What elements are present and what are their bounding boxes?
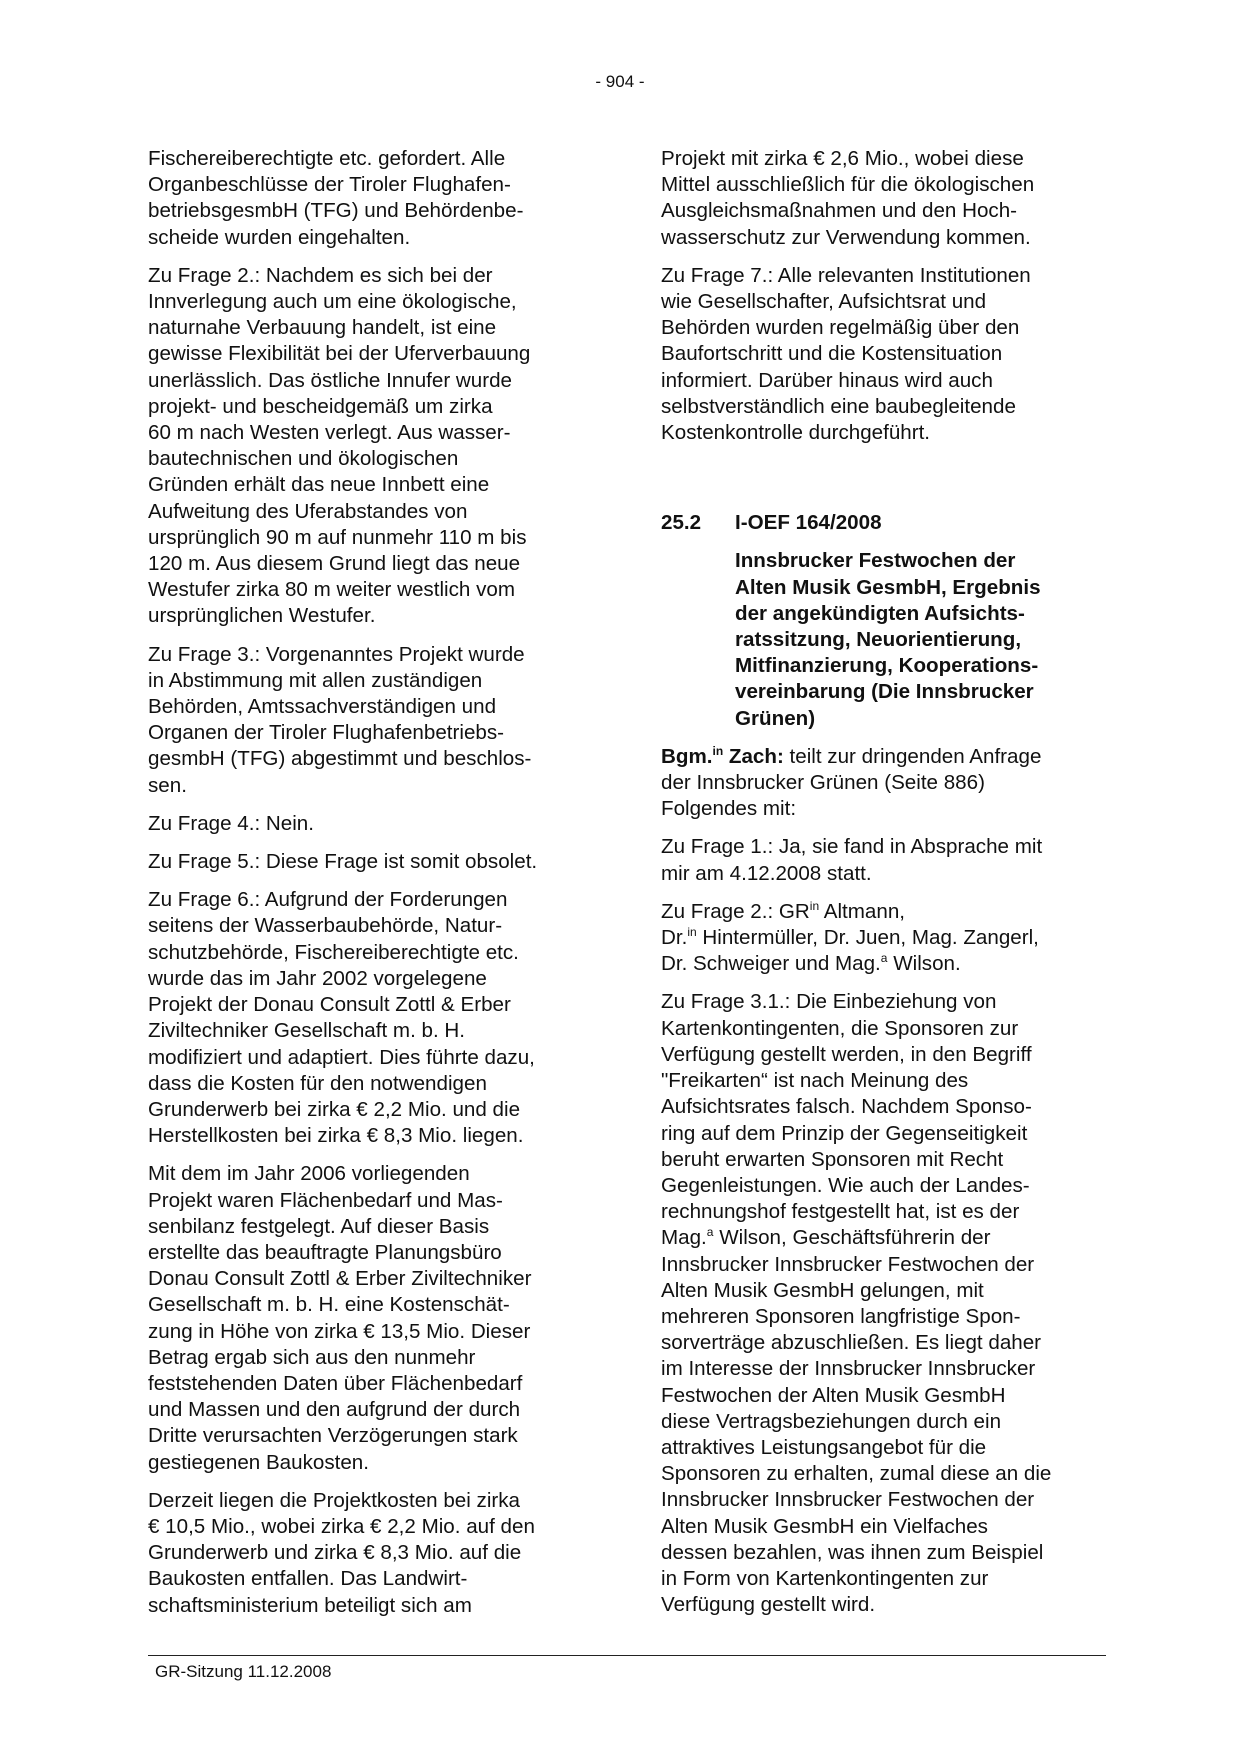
paragraph: Projekt mit zirka € 2,6 Mio., wobei diese Mittel ausschließlich für die ökologischen Ausgleichsmaßnahmen und den Hoch- wasserschutz zur Verwendung kommen. bbox=[661, 147, 1035, 249]
footer-divider bbox=[148, 1655, 1106, 1656]
section-title: Innsbrucker Festwochen der Alten Musik GesmbH, Ergebnis der angekündigten Aufsichts- ratssitzung, Neuorientierung, Mitfinanzierung, Kooperations- vereinbarung (Die Innsbrucker Grünen) bbox=[735, 549, 1041, 730]
paragraph-frage-4: Zu Frage 4.: Nein. bbox=[148, 811, 314, 835]
speaker-name: Bgm.$^{in}$ Zach: bbox=[661, 744, 784, 768]
paragraph-frage-7: Zu Frage 7.: Alle relevanten Institutionen wie Gesellschafter, Aufsichtsrat und Behörden wurden regelmäßig über den Baufortschritt und die Kostensituation informiert. Darüber hinaus wird auch selbstverständlich eine baubegleitende Kostenkontrolle durchgeführt. bbox=[661, 263, 1031, 445]
footer-text: GR-Sitzung 11.12.2008 bbox=[155, 1662, 332, 1681]
paragraph: Mit dem im Jahr 2006 vorliegenden Projekt waren Flächenbedarf und Mas- senbilanz festgelegt. Auf dieser Basis erstellte das beauftragte Planungsbüro Donau Consult Zottl & Erber Ziviltechniker Gesellschaft m. b. H. eine Kostenschät- zung in Höhe von zirka € 13,5 Mio. Dieser Betrag ergab sich aus den nunmehr feststehenden Daten über Flächenbedarf und Massen und den aufgrund der durch Dritte verursachten Verzögerungen stark gestiegenen Baukosten. bbox=[148, 1162, 532, 1474]
paragraph-frage-2: Zu Frage 2.: Nachdem es sich bei der Innverlegung auch um eine ökologische, naturnahe Verbauung handelt, ist eine gewisse Flexibilität bei der Uferverbauung unerlässlich. Das östliche Innufer wurde projekt- und bescheidgemäß um zirka 60 m nach Westen verlegt. Aus wasser- bautechnischen und ökologischen Gründen erhält das neue Innbett eine Aufweitung des Uferabstandes von ursprünglich 90 m auf nunmehr 110 m bis 120 m. Aus diesem Grund liegt das neue Westufer zirka 80 m weiter westlich vom ursprünglichen Westufer. bbox=[148, 263, 531, 628]
paragraph-frage-1: Zu Frage 1.: Ja, sie fand in Absprache mit mir am 4.12.2008 statt. bbox=[661, 835, 1043, 885]
left-column bbox=[148, 146, 588, 1619]
paragraph-frage-3-1: Zu Frage 3.1.: Die Einbeziehung von Kartenkontingenten, die Sponsoren zur Verfügung gestellt werden, in den Begriff "Freikarten“ ist nach Meinung des Aufsichtsrates falsch. Nachdem Sponso- ring auf dem Prinzip der Gegenseitigkeit beruht erwarten Sponsoren mit Recht Gegenleistungen. Wie auch der Landes- rechnungshof festgestellt hat, ist es der Mag.$^a$ Wilson, Geschäftsführerin der Innsbrucker Innsbrucker Festwochen der Alten Musik GesmbH gelungen, mit mehreren Sponsoren langfristige Spon- sorverträge abzuschließen. Es liegt daher im Interesse der Innsbrucker Innsbrucker Festwochen der Alten Musik GesmbH diese Vertragsbeziehungen durch ein attraktives Leistungsangebot für die Sponsoren zu erhalten, zumal diese an die Innsbrucker Innsbrucker Festwochen der Alten Musik GesmbH ein Vielfaches dessen bezahlen, was ihnen zum Beispiel in Form von Kartenkontingenten zur Verfügung gestellt wird. bbox=[661, 990, 1052, 1617]
speaker-paragraph: Bgm.$^{in}$ Zach: teilt zur dringenden Anfrage der Innsbrucker Grünen (Seite 886) Folgendes mit: bbox=[661, 744, 1042, 821]
paragraph-frage-2-answer: Zu Frage 2.: $GR^{in}$ Altmann, Dr.$^{in}$ Hintermüller, Dr. Juen, Mag. Zangerl, Dr. Schweiger und Mag.$^a$ Wilson. bbox=[661, 899, 1039, 976]
right-column bbox=[661, 146, 1107, 1618]
section-number: 25.2 bbox=[661, 511, 702, 535]
paragraph: Derzeit liegen die Projektkosten bei zirka € 10,5 Mio., wobei zirka € 2,2 Mio. auf den Grunderwerb und zirka € 8,3 Mio. auf die Baukosten entfallen. Das Landwirt- schaftsministerium beteiligt sich am bbox=[148, 1488, 535, 1617]
paragraph-frage-3: Zu Frage 3.: Vorgenanntes Projekt wurde in Abstimmung mit allen zuständigen Behörden, Amtssachverständigen und Organen der Tiroler Flughafenbetriebs- gesmbH (TFG) abgestimmt und beschlos- sen. bbox=[148, 642, 532, 797]
paragraph-frage-6: Zu Frage 6.: Aufgrund der Forderungen seitens der Wasserbaubehörde, Natur- schutzbehörde, Fischereiberechtigte etc. wurde das im Jahr 2002 vorgelegene Projekt der Donau Consult Zottl & Erber Ziviltechniker Gesellschaft m. b. H. modifiziert und adaptiert. Dies führte dazu, dass die Kosten für den notwendigen Grunderwerb bei zirka € 2,2 Mio. und die Herstellkosten bei zirka € 8,3 Mio. liegen. bbox=[148, 888, 535, 1148]
section-heading bbox=[661, 510, 1107, 732]
paragraph-frage-5: Zu Frage 5.: Diese Frage ist somit obsolet. bbox=[148, 850, 538, 874]
page-number: - 904 - bbox=[595, 72, 645, 91]
section-reference: I-OEF 164/2008 bbox=[735, 511, 882, 535]
paragraph: Fischereiberechtigte etc. gefordert. Alle Organbeschlüsse der Tiroler Flughafen- betriebsgesmbH (TFG) und Behördenbe- scheide wurden eingehalten. bbox=[148, 147, 524, 249]
